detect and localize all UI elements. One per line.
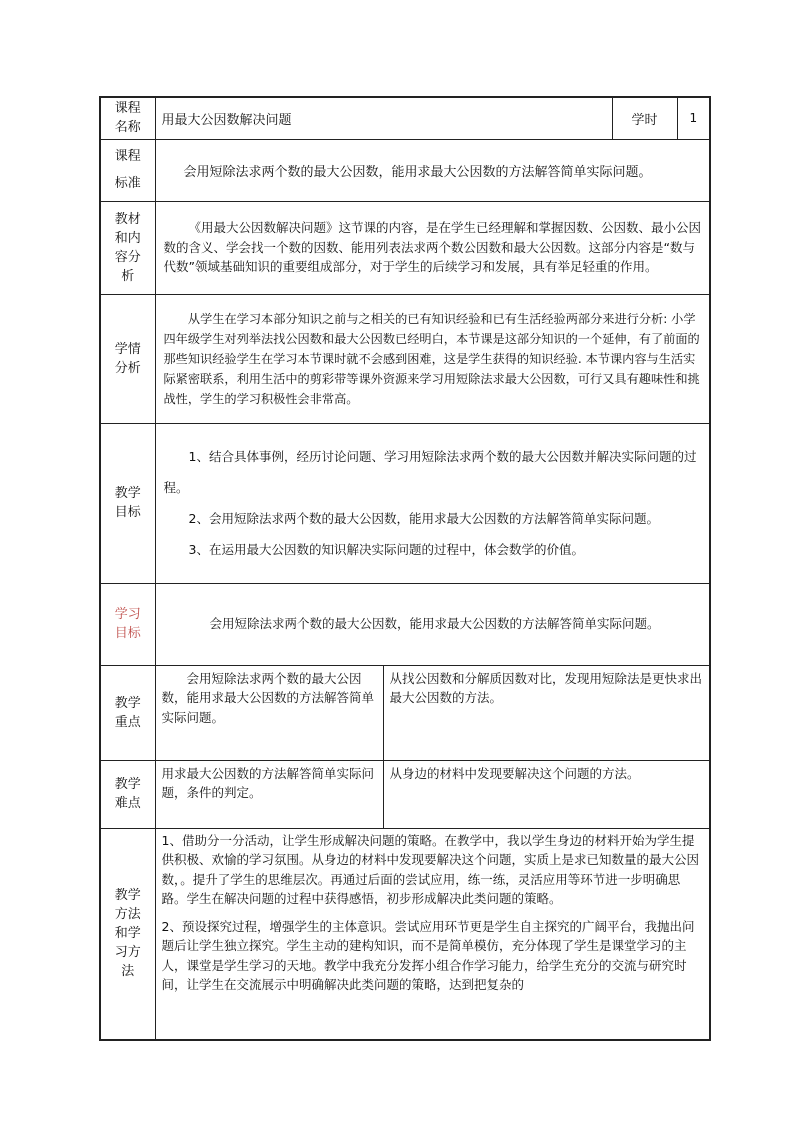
teaching-goals-cell: [155, 423, 710, 583]
course-name-label: 课程名称: [100, 97, 155, 139]
lesson-plan-table: [99, 96, 711, 1041]
row-learning-goals: [100, 583, 710, 665]
material-label: 教材 和内 容分 析: [100, 201, 155, 294]
teaching-goal-item: 2、会用短除法求两个数的最大公因数，能用求最大公因数的方法解答简单实际问题。: [188, 511, 659, 526]
key-points-right: 从找公因数和分解质因数对比，发现用短除法是更快求出最大公因数的方法。: [383, 665, 710, 760]
row-learner: [100, 294, 710, 423]
teaching-goals-label: 教学 目标: [100, 423, 155, 583]
learning-goals-text: 会用短除法求两个数的最大公因数，能用求最大公因数的方法解答简单实际问题。: [155, 583, 710, 665]
material-cell: [155, 201, 710, 294]
standard-text: 会用短除法求两个数的最大公因数，能用求最大公因数的方法解答简单实际问题。: [155, 139, 710, 201]
hours-value: 1: [677, 97, 710, 139]
standard-label: 课程 标准: [100, 139, 155, 201]
hours-label: 学时: [612, 97, 677, 139]
learner-label: 学情 分析: [100, 294, 155, 423]
teaching-goal-item: 3、在运用最大公因数的知识解决实际问题的过程中，体会数学的价值。: [188, 542, 584, 557]
difficulties-left: 用求最大公因数的方法解答简单实际问题，条件的判定。: [155, 760, 383, 828]
lesson-plan-sheet: [99, 96, 709, 1041]
material-text: 《用最大公因数解决问题》这节课的内容，是在学生已经理解和掌握因数、公因数、最小公因数的含义、学会找一个数的因数、能用列表法求两个数公因数和最大公因数。这部分内容是“数与代数”领域基础知识的重要组成部分，对于学生的后续学习和发展，具有举足轻重的作用。: [163, 220, 702, 275]
row-difficulties: [100, 760, 710, 828]
learner-cell: [155, 294, 710, 423]
methods-label: 教学 方法 和学 习方 法: [100, 828, 155, 1040]
methods-cell: [155, 828, 710, 1040]
row-methods: [100, 828, 710, 1040]
row-course-name: [100, 97, 710, 139]
key-points-label: 教学 重点: [100, 665, 155, 760]
teaching-goal-item: 1、结合具体事例，经历讨论问题、学习用短除法求两个数的最大公因数并解决实际问题的过程。: [163, 449, 697, 495]
course-name-value: 用最大公因数解决问题: [155, 97, 612, 139]
row-standard: [100, 139, 710, 201]
row-key-points: [100, 665, 710, 760]
learner-text: 从学生在学习本部分知识之前与之相关的已有知识经验和已有生活经验两部分来进行分析: 小学四年级学生对列举法找公因数和最大公因数已经明白，本节课是这部分知识的一个延伸，有了前面的那些知识经验学生在学习本节课时就不会感到困难，这是学生获得的知识经验. 本节课内容与生活实际紧密联系，利用生活中的剪彩带等课外资源来学习用短除法求最大公因数，可行又具有趣味性和挑战性，学生的学习积极性会非常高。: [163, 311, 700, 406]
key-points-left-text: 会用短除法求两个数的最大公因数，能用求最大公因数的方法解答简单实际问题。: [161, 670, 375, 725]
difficulties-right: 从身边的材料中发现要解决这个问题的方法。: [383, 760, 710, 828]
row-teaching-goals: [100, 423, 710, 583]
methods-paragraph: 2、预设探究过程，增强学生的主体意识。尝试应用环节更是学生自主探究的广阔平台，我抛出问题后让学生独立探究。学生主动的建构知识，而不是简单模仿，充分体现了学生是课堂学习的主人，课堂是学生学习的天地。教学中我充分发挥小组合作学习能力，给学生充分的交流与研究时间，让学生在交流展示中明确解决此类问题的策略，达到把复杂的: [161, 918, 695, 992]
learning-goals-label: 学习 目标: [100, 583, 155, 665]
key-points-left: [155, 665, 383, 760]
difficulties-label: 教学 难点: [100, 760, 155, 828]
methods-paragraph: 1、借助分一分活动，让学生形成解决问题的策略。在教学中，我以学生身边的材料开始为学生提供积极、欢愉的学习氛围。从身边的材料中发现要解决这个问题，实质上是求已知数量的最大公因数，。提升了学生的思维层次。再通过后面的尝试应用，练一练，灵活应用等环节进一步明确思路。学生在解决问题的过程中获得感悟，初步形成解决此类问题的策略。: [161, 832, 700, 906]
row-material: [100, 201, 710, 294]
